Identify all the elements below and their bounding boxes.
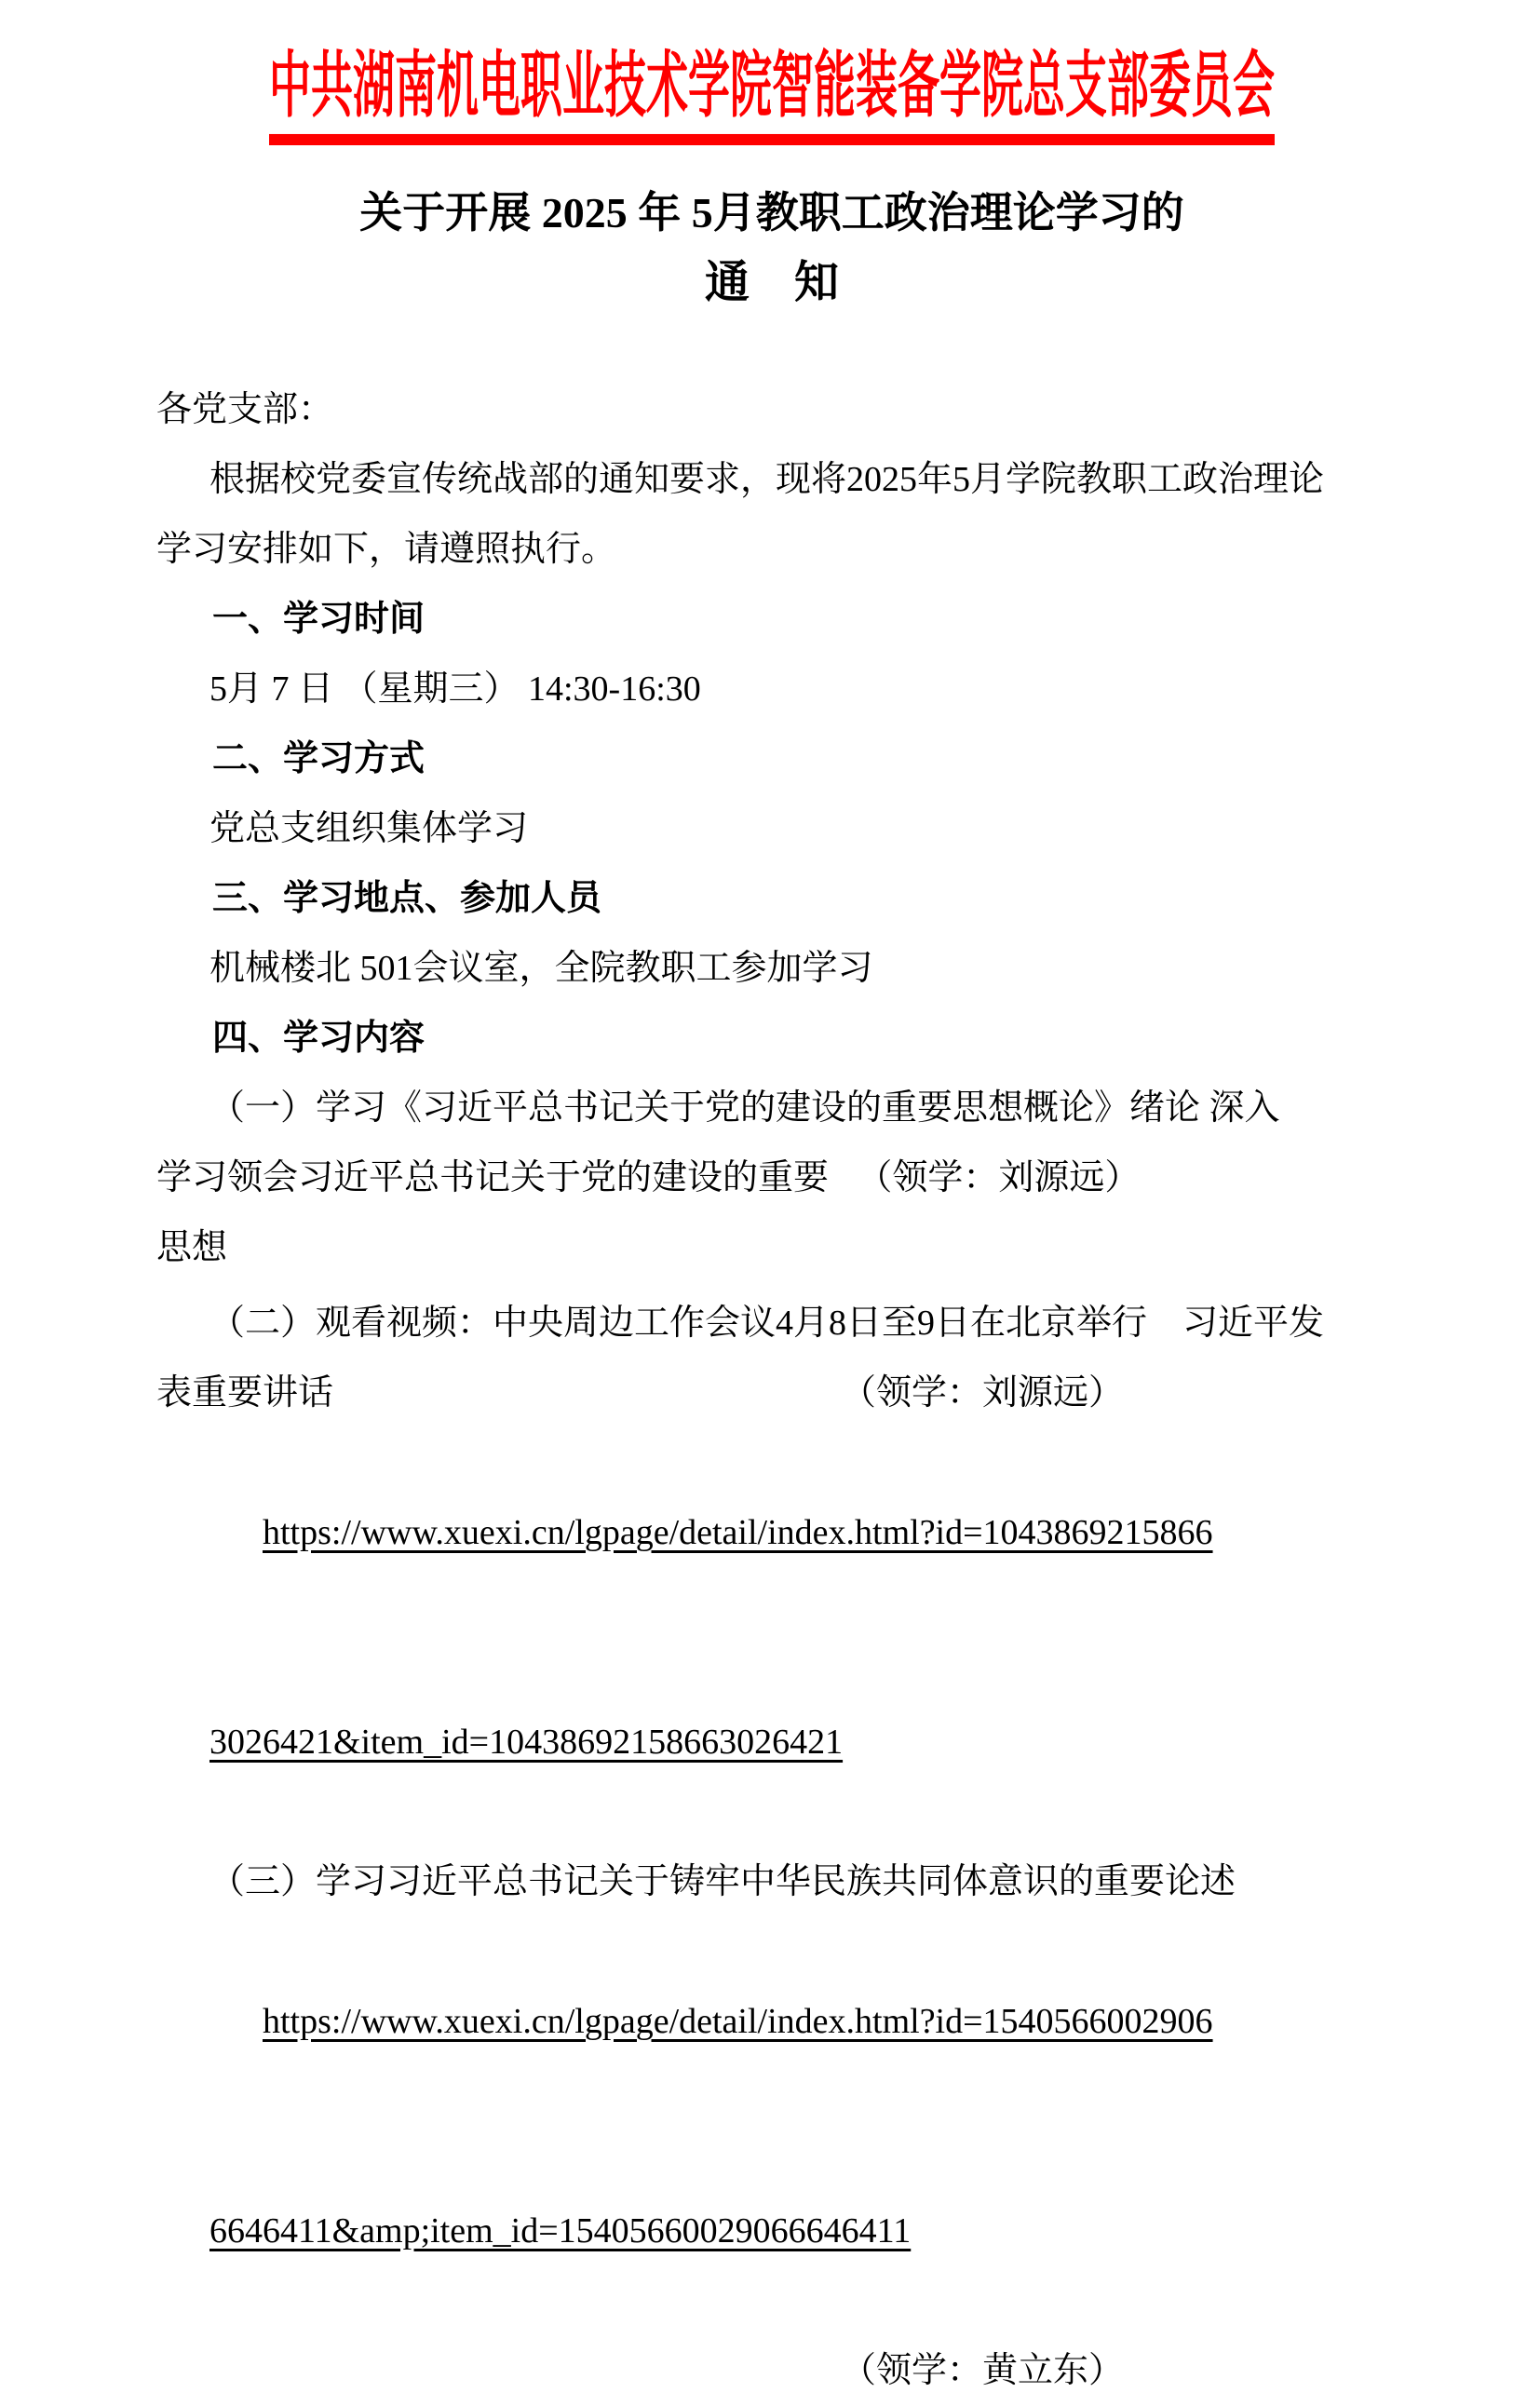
- section-2-heading: 二、学习方式: [212, 739, 426, 778]
- section-1-heading: 一、学习时间: [212, 600, 426, 639]
- item-3-line-1: （三）学习习近平总书记关于铸牢中华民族共同体意识的重要论述: [209, 1862, 1236, 1901]
- item-1-line-2-text: 学习领会习近平总书记关于党的建设的重要思想: [156, 1158, 830, 1267]
- study-link-1-line-2-wrap: [156, 1638, 1387, 1847]
- item-1-leader-label: （领学：刘源远）: [857, 1158, 1141, 1197]
- intro-line-2: 学习安排如下，请遵照执行。: [156, 530, 617, 569]
- item-2-line-2-text: 表重要讲话: [156, 1373, 334, 1413]
- study-link-2-line-1[interactable]: https://www.xuexi.cn/lgpage/detail/index.html?id=1540566002906: [263, 2002, 1213, 2041]
- notice-document-page: [0, 44, 1540, 2390]
- section-1-study-time: 5月 7 日 （星期三） 14:30-16:30: [209, 669, 701, 709]
- item-1-line-1: （一）学习《习近平总书记关于党的建设的重要思想概论》绪论 深入: [209, 1088, 1280, 1128]
- section-3-study-location: 机械楼北 501会议室，全院教职工参加学习: [209, 949, 873, 988]
- salutation: 各党支部：: [156, 390, 334, 429]
- intro-line-1: 根据校党委宣传统战部的通知要求，现将2025年5月学院教职工政治理论: [209, 460, 1325, 499]
- section-4-heading: 四、学习内容: [212, 1019, 426, 1058]
- section-2-study-method: 党总支组织集体学习: [209, 809, 529, 848]
- study-link-2-line-1-wrap: [156, 1917, 1387, 2127]
- section-3-heading: 三、学习地点、参加人员: [212, 879, 602, 918]
- study-link-1-line-1-wrap: [156, 1428, 1387, 1638]
- notice-subtitle: 通 知: [704, 258, 839, 307]
- study-link-2-line-2[interactable]: 6646411&amp;item_id=15405660029066646411: [209, 2211, 912, 2251]
- study-link-1-line-2[interactable]: 3026421&item_id=10438692158663026421: [209, 1723, 844, 1762]
- item-2-line-1: （二）观看视频：中央周边工作会议4月8日至9日在北京举行 习近平发: [209, 1304, 1325, 1343]
- item-2-leader-label: （领学：刘源远）: [840, 1373, 1124, 1413]
- item-1-line-2: [156, 1143, 1387, 1283]
- org-title: 中共湖南机电职业技术学院智能装备学院总支部委员会: [269, 49, 1275, 145]
- study-link-1-line-1[interactable]: https://www.xuexi.cn/lgpage/detail/index.html?id=1043869215866: [263, 1513, 1213, 1552]
- org-header: [156, 44, 1387, 145]
- study-link-2-line-2-wrap: [156, 2127, 1387, 2336]
- item-3-leader-label: （领学：黄立东）: [840, 2351, 1124, 2390]
- notice-title: 关于开展 2025 年 5月教职工政治理论学习的: [359, 189, 1184, 237]
- item-2-line-2: [156, 1358, 1387, 1428]
- notice-body: [156, 375, 1387, 2406]
- item-3-leader-line: [156, 2336, 1387, 2406]
